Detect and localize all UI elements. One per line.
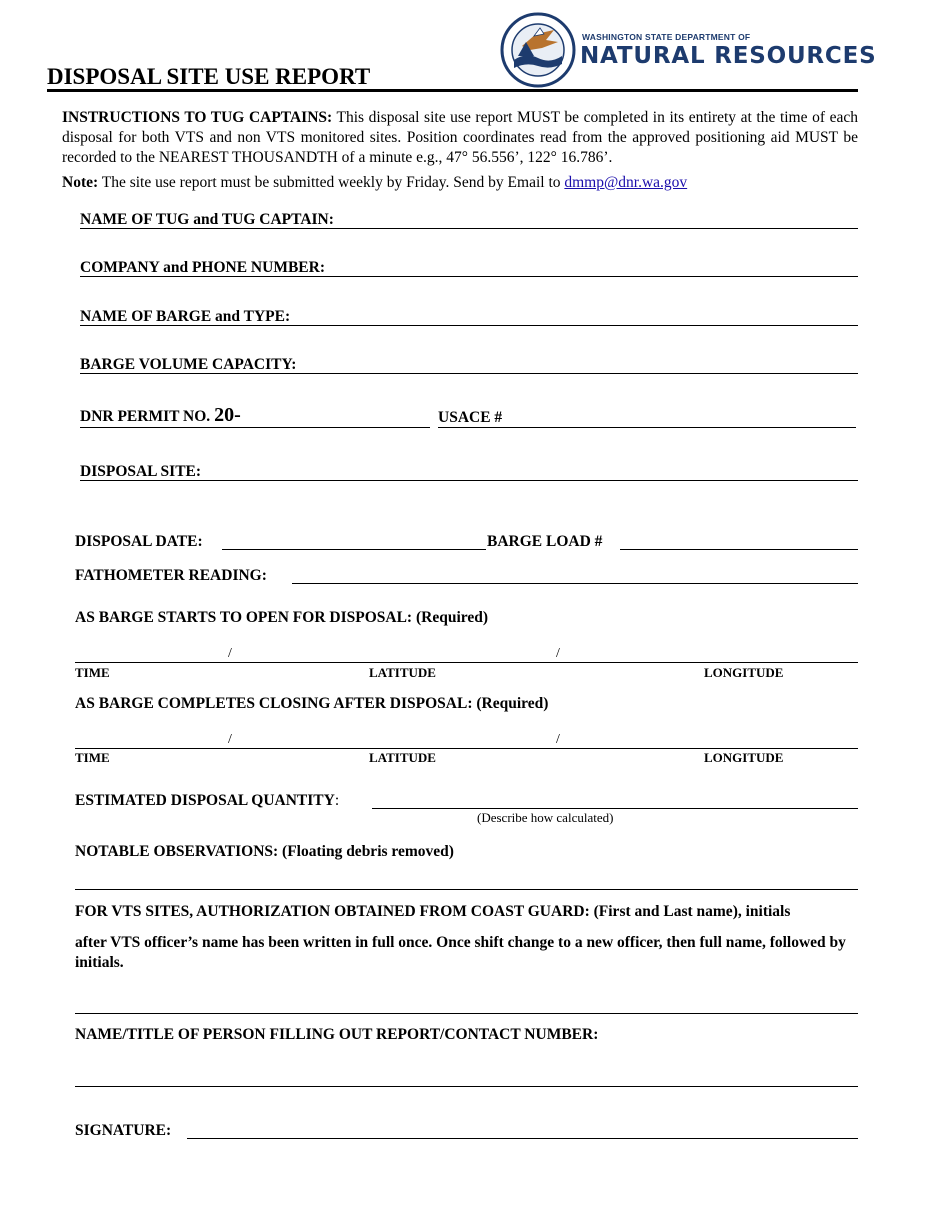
tug-field[interactable] xyxy=(80,228,858,229)
instructions-lead: INSTRUCTIONS TO TUG CAPTAINS: xyxy=(62,109,333,126)
dnr-seal-icon xyxy=(500,12,580,88)
barge-field[interactable] xyxy=(80,325,858,326)
permit-field[interactable] xyxy=(80,427,430,428)
quantity-label: ESTIMATED DISPOSAL QUANTITY xyxy=(75,792,335,809)
capacity-field[interactable] xyxy=(80,373,858,374)
title-underline xyxy=(47,89,858,92)
dnr-logo xyxy=(500,12,877,88)
close-coords-field[interactable] xyxy=(75,748,858,749)
note-lead: Note: xyxy=(62,174,99,191)
load-label: BARGE LOAD # xyxy=(487,533,603,550)
signature-label: SIGNATURE: xyxy=(75,1122,172,1139)
tug-label: NAME OF TUG and TUG CAPTAIN: xyxy=(80,211,334,228)
close-time-label: TIME xyxy=(75,750,110,765)
company-label: COMPANY and PHONE NUMBER: xyxy=(80,259,325,276)
open-time-label: TIME xyxy=(75,665,110,680)
close-slash-1: / xyxy=(228,732,232,747)
permit-row xyxy=(80,404,241,427)
quantity-row xyxy=(75,792,339,810)
open-heading: AS BARGE STARTS TO OPEN FOR DISPOSAL: (Required) xyxy=(75,609,489,626)
usace-label: USACE # xyxy=(438,409,503,426)
open-slash-2: / xyxy=(556,646,560,661)
open-slash-1: / xyxy=(228,646,232,661)
open-longitude-label: LONGITUDE xyxy=(704,665,784,680)
open-coords-field[interactable] xyxy=(75,662,858,663)
close-longitude-label: LONGITUDE xyxy=(704,750,784,765)
site-field[interactable] xyxy=(80,480,858,481)
fathometer-field[interactable] xyxy=(292,583,858,584)
date-label: DISPOSAL DATE: xyxy=(75,533,203,550)
person-field[interactable] xyxy=(75,1086,858,1087)
email-link[interactable]: dmmp@dnr.wa.gov xyxy=(564,174,688,191)
observations-field[interactable] xyxy=(75,889,858,890)
site-label: DISPOSAL SITE: xyxy=(80,463,202,480)
barge-label: NAME OF BARGE and TYPE: xyxy=(80,308,291,325)
note-text: The site use report must be submitted weekly by Friday. Send by Email to xyxy=(98,174,565,191)
vts-line-1: FOR VTS SITES, AUTHORIZATION OBTAINED FROM COAST GUARD: (First and Last name), initials xyxy=(75,903,791,920)
vts-field[interactable] xyxy=(75,1013,858,1014)
quantity-colon: : xyxy=(334,792,340,809)
permit-label: DNR PERMIT NO. xyxy=(80,408,211,425)
observations-label: NOTABLE OBSERVATIONS: (Floating debris removed) xyxy=(75,843,454,860)
quantity-hint: (Describe how calculated) xyxy=(477,810,614,825)
signature-field[interactable] xyxy=(187,1138,858,1139)
quantity-field[interactable] xyxy=(372,808,858,809)
person-label: NAME/TITLE OF PERSON FILLING OUT REPORT/CONTACT NUMBER: xyxy=(75,1026,599,1043)
close-heading: AS BARGE COMPLETES CLOSING AFTER DISPOSAL: (Required) xyxy=(75,695,549,712)
instructions-text: This disposal site use report MUST be completed in its entirety at the time of each disposal for both VTS and non VTS monitored sites. Position coordinates read from the approved positioning aid MUST be recorded to the NEAREST THOUSANDTH of a minute e.g., 47° 56.556’, 122° 16.786’. xyxy=(62,109,858,166)
capacity-label: BARGE VOLUME CAPACITY: xyxy=(80,356,297,373)
load-field[interactable] xyxy=(620,549,858,550)
close-latitude-label: LATITUDE xyxy=(369,750,436,765)
close-slash-2: / xyxy=(556,732,560,747)
permit-prefix: 20- xyxy=(214,404,241,426)
vts-line-2: after VTS officer’s name has been written in full once. Once shift change to a new officer, then full name, followed by initials. xyxy=(75,934,846,971)
note xyxy=(62,174,687,192)
page-title: DISPOSAL SITE USE REPORT xyxy=(47,64,371,89)
usace-field[interactable] xyxy=(438,427,856,428)
logo-agency-line: WASHINGTON STATE DEPARTMENT OF xyxy=(582,32,751,42)
instructions xyxy=(62,108,858,168)
company-field[interactable] xyxy=(80,276,858,277)
fathometer-label: FATHOMETER READING: xyxy=(75,567,267,584)
date-field[interactable] xyxy=(222,549,486,550)
logo-agency-name: NATURAL RESOURCES xyxy=(580,43,877,69)
open-latitude-label: LATITUDE xyxy=(369,665,436,680)
